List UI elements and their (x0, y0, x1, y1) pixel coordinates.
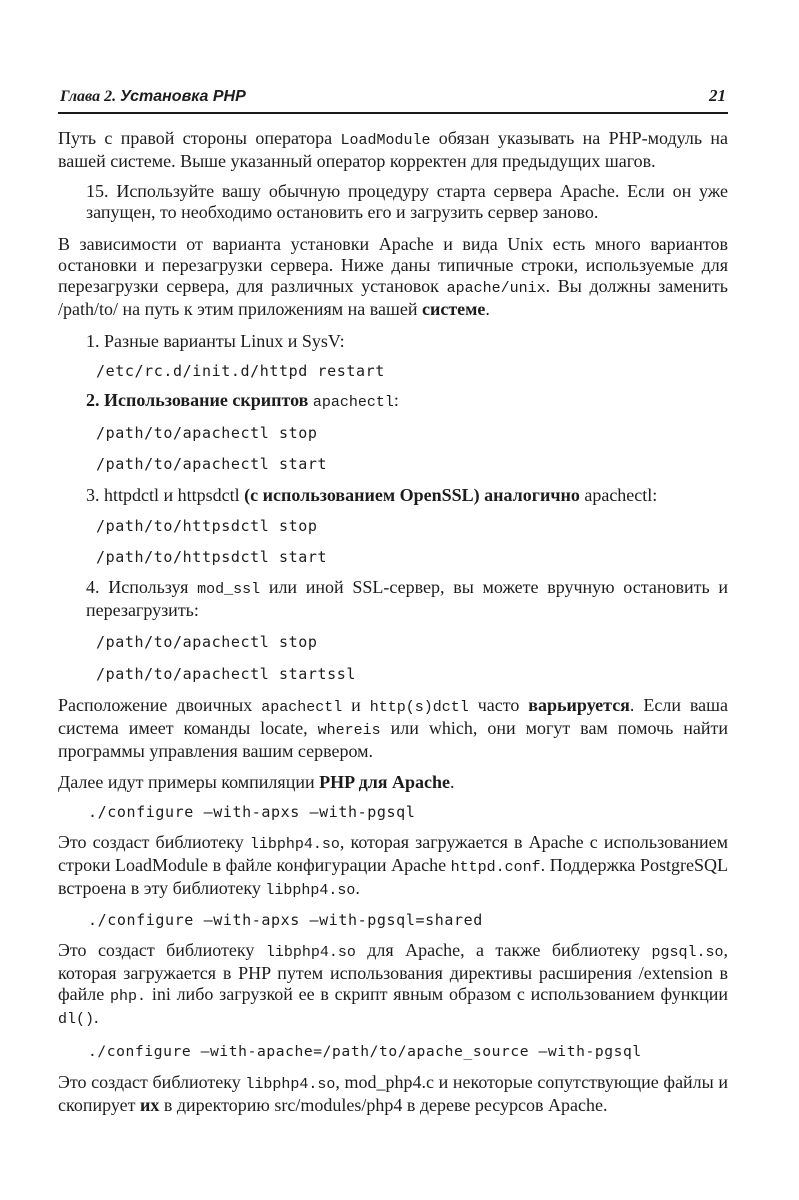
paragraph-apache-source (58, 1072, 728, 1116)
inline-code: apache/unix (446, 280, 546, 297)
text: В зависимости от варианта установки Apache и вида Unix есть много вариантов остановки и перезагрузки сервера. Ниже даны типичные строки, используемые для перезагрузки сервера, для различных установок (58, 234, 728, 296)
page-number: 21 (709, 86, 726, 105)
bold-text: варьируется (528, 695, 630, 715)
bold-text: 2. Использование скриптов (86, 390, 309, 410)
text: часто (477, 695, 520, 715)
text: или иной SSL-сервер, вы можете вручную остановить и перезагрузить: (86, 577, 729, 620)
inline-code: apachectl (312, 394, 394, 411)
inline-code: whereis (317, 722, 381, 739)
inline-code: pgsql.so (651, 944, 724, 961)
text: apachectl: (584, 485, 658, 505)
bold-text: (с использованием OpenSSL) аналогично (244, 485, 580, 505)
code-line: /path/to/apachectl startssl (96, 665, 357, 683)
text: или which, они могут вам помочь найти программы управления вашим сервером. (58, 718, 729, 761)
text: и (351, 695, 361, 715)
text: Это создаст библиотеку (58, 940, 255, 960)
text: , которая загружается в PHP путем использования директивы расширения /extension в файле (58, 940, 729, 1004)
text: Далее идут примеры компиляции (58, 772, 315, 792)
paragraph-apxs (58, 832, 728, 901)
code-line: /path/to/httpsdctl stop (96, 517, 318, 535)
running-header (58, 80, 728, 114)
text: 15. Используйте вашу обычную процедуру старта сервера Apache. Если он уже запущен, то необходимо остановить его и загрузить сервер заново. (86, 181, 728, 222)
text: 4. Используя (86, 577, 189, 597)
bold-text: системе (421, 299, 486, 319)
paragraph-restart-variants (58, 234, 728, 320)
text: Расположение двоичных (58, 695, 253, 715)
inline-code: libphp4.so (249, 836, 340, 853)
paragraph-shared (58, 940, 728, 1030)
text: . Если ваша система имеет команды locate, (58, 695, 728, 738)
bold-text: PHP для Apache (319, 772, 451, 792)
list-item-2 (58, 390, 728, 413)
text: Путь с правой стороны оператора (58, 128, 333, 148)
command-line: ./configure —with-apxs —with-pgsql=shared (88, 911, 483, 929)
inline-code: apachectl (261, 699, 343, 716)
paragraph-binaries (58, 695, 728, 762)
text: , mod_php4.c и некоторые сопутствующие файлы и скопирует (58, 1072, 729, 1115)
inline-code: http(s)dctl (369, 699, 469, 716)
list-item-1 (58, 331, 728, 352)
book-page (58, 80, 728, 1116)
text: . Поддержка PostgreSQL встроена в эту библиотеку (58, 855, 728, 898)
inline-code: httpd.conf (450, 859, 541, 876)
chapter-title (60, 88, 246, 106)
text: Это создаст библиотеку (58, 832, 244, 852)
inline-code: dl() (58, 1011, 95, 1028)
list-item-3 (58, 485, 728, 506)
bold-text: их (139, 1095, 160, 1115)
command-line: ./configure —with-apxs —with-pgsql (88, 803, 416, 821)
text: . (355, 878, 360, 898)
text: ini либо загрузкой ее в скрипт явным образом с использованием функции (151, 984, 729, 1004)
text: . Вы должны заменить /path/to/ на путь к этим приложениям на вашей (58, 276, 728, 319)
chapter-name: Установка PHP (120, 88, 246, 105)
text: обязан указывать на PHP-модуль на вашей системе. Выше указанный оператор корректен для предыдущих шагов. (58, 128, 729, 171)
inline-code: mod_ssl (197, 581, 261, 598)
inline-code: php. (110, 988, 147, 1005)
text: в директорию src/modules/php4 в дереве ресурсов Apache. (163, 1095, 608, 1115)
code-line: /path/to/apachectl start (96, 455, 328, 473)
inline-code: libphp4.so (245, 1076, 336, 1093)
text: . (450, 772, 455, 792)
text: . (94, 1007, 99, 1027)
paragraph-loadmodule (58, 128, 728, 172)
step-15 (58, 181, 728, 223)
code-line: /path/to/httpsdctl start (96, 548, 328, 566)
inline-code: libphp4.so (265, 882, 356, 899)
inline-code: LoadModule (340, 132, 431, 149)
text: Это создаст библиотеку (58, 1072, 241, 1092)
code-line: /path/to/apachectl stop (96, 424, 318, 442)
command-line: ./configure —with-apache=/path/to/apache_source —with-pgsql (88, 1043, 642, 1060)
text: : (393, 390, 399, 410)
code-line: /etc/rc.d/init.d/httpd restart (96, 362, 385, 380)
code-line: /path/to/apachectl stop (96, 633, 318, 651)
text: , которая загружается в Apache с использованием строки LoadModule в файле конфигурации Apache (58, 832, 728, 875)
text: для Apache, а также библиотеку (367, 940, 641, 960)
text: 1. Разные варианты Linux и SysV: (86, 331, 345, 351)
paragraph-examples (58, 772, 728, 793)
text: . (485, 299, 490, 319)
list-item-4 (58, 577, 728, 621)
text: 3. httpdctl и httpsdctl (86, 485, 240, 505)
chapter-number: Глава 2. (60, 88, 117, 105)
inline-code: libphp4.so (265, 944, 356, 961)
